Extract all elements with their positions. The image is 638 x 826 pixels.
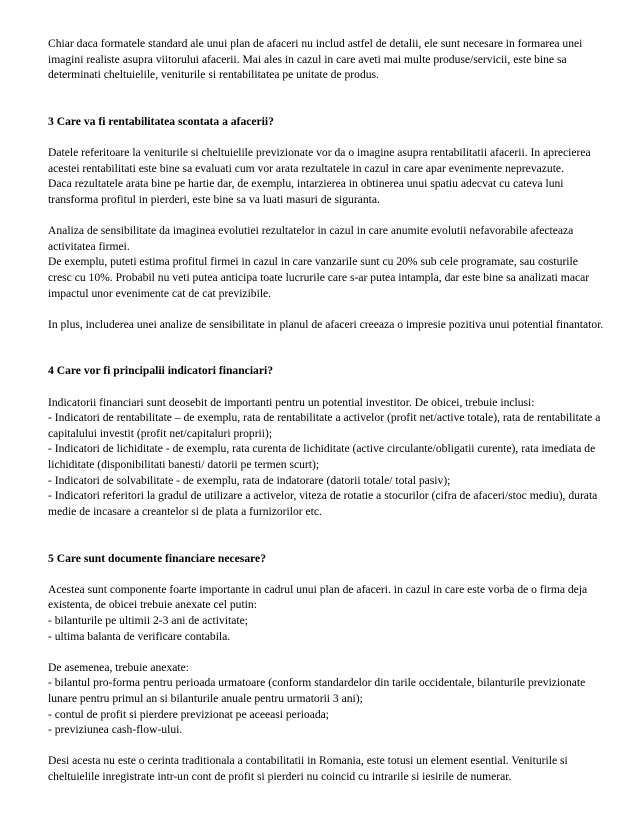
section-3-paragraph-5: In plus, includerea unei analize de sensibilitate in planul de afaceri creeaza o impresie pozitiva unui potential finantator.	[48, 317, 604, 331]
section-5-heading: 5 Care sunt documente financiare necesare?	[48, 551, 266, 565]
section-3-paragraph-2: Daca rezultatele arata bine pe hartie dar, de exemplu, intarzierea in obtinerea unui spatiu adecvat cu cateva luni transforma profitul in pierderi, este bine sa va luati masuri de siguranta.	[48, 177, 564, 206]
section-4-list-item: - Indicatori de rentabilitate – de exemplu, rata de rentabilitate a activelor (profit net/active totale), rata de rentabilitate a capitalului investit (profit net/capitaluri proprii);	[48, 411, 601, 440]
intro-paragraph: Chiar daca formatele standard ale unui plan de afaceri nu includ astfel de detalii, ele sunt necesare in formarea unei imagini realiste asupra viitorului afacerii. Mai ales in cazul in care aveti mai multe produse/servicii, este bine sa determinati cheltuielile, veniturile si rentabilitatea pe unitate de produs.	[48, 37, 583, 82]
section-5-paragraph-1: Acestea sunt componente foarte importante in cadrul unui plan de afaceri. in cazul in care este vorba de o firma deja existenta, de obicei trebuie anexate cel putin:	[48, 582, 588, 612]
section-4-list-item: - Indicatori de lichiditate - de exemplu, rata curenta de lichiditate (active circulante/obligatii curente), rata imediata de lichiditate (disponibilitati banesti/ datorii pe termen scurt);	[48, 442, 596, 472]
section-4-list-item: - Indicatori referitori la gradul de utilizare a activelor, viteza de rotatie a stocurilor (cifra de afaceri/stoc mediu), durata medie de incasare a creantelor si de plata a furnizorilor etc.	[48, 489, 598, 518]
section-5-list-item: - bilantul pro-forma pentru perioada urmatoare (conform standardelor din tarile occidentale, bilanturile previzionate lunare pentru primul an si bilanturile anuale pentru urmatorii 3 ani);	[48, 676, 586, 705]
section-3-paragraph-3: Analiza de sensibilitate da imaginea evolutiei rezultatelor in cazul in care anumite evolutii nefavorabile afecteaza activitatea firmei.	[48, 224, 574, 253]
section-3-heading: 3 Care va fi rentabilitatea scontata a afacerii?	[48, 114, 274, 128]
section-3-paragraph-1: Datele referitoare la veniturile si cheltuielile previzionate vor da o imagine asupra rentabilitatii afacerii. In aprecierea acestei rentabilitati este bine sa evaluati cum vor arata rezultatele in cazul in care apar evenimente neprevazute.	[48, 146, 591, 175]
section-5-paragraph-2: De asemenea, trebuie anexate:	[48, 660, 189, 674]
section-4-list-item: - Indicatori de solvabilitate - de exemplu, rata de indatorare (datorii totale/ total pasiv);	[48, 473, 451, 487]
section-3-paragraph-4: De exemplu, puteti estima profitul firmei in cazul in care vanzarile sunt cu 20% sub cele programate, sau costurile cresc cu 10%. Probabil nu veti putea anticipa toate lucrurile care s-ar putea intampla, dar este bine sa analizati macar impactul unor evenimente cat de cat previzibile.	[48, 255, 590, 300]
section-4-heading: 4 Care vor fi principalii indicatori financiari?	[48, 364, 273, 378]
section-5-list-item: - previziunea cash-flow-ului.	[48, 723, 183, 737]
section-5-list-item: - contul de profit si pierdere previzionat pe aceeasi perioada;	[48, 707, 330, 721]
section-5-paragraph-3: Desi acesta nu este o cerinta traditionala a contabilitatii in Romania, este totusi un element esential. Veniturile si cheltuielile inregistrate intr-un cont de profit si pierderi nu coincid cu intrarile si iesirile de numerar.	[48, 754, 568, 783]
section-5-list-item: - bilanturile pe ultimii 2-3 ani de activitate;	[48, 613, 248, 627]
document-page	[48, 36, 604, 785]
section-5-list-item: - ultima balanta de verificare contabila.	[48, 629, 231, 643]
section-4-paragraph-1: Indicatorii financiari sunt deosebit de importanti pentru un potential investitor. De obicei, trebuie inclusi:	[48, 395, 535, 409]
